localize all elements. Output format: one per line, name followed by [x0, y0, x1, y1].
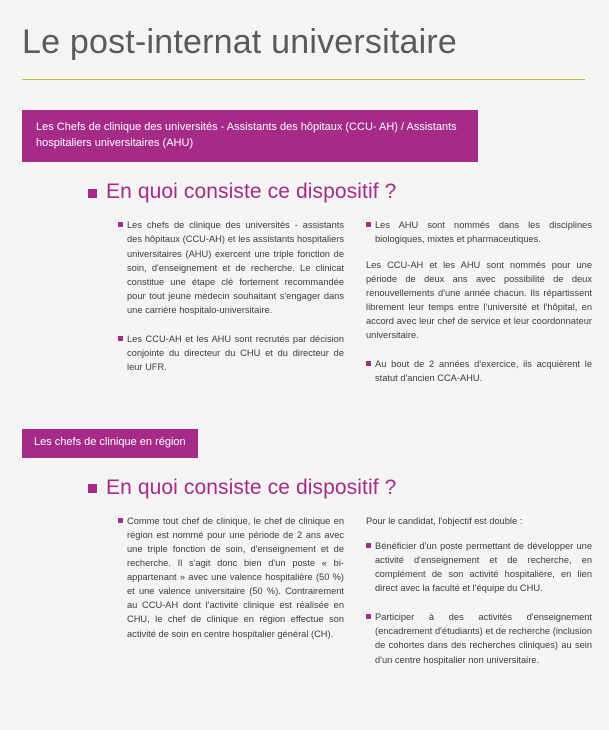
section-heading-1-label: En quoi consiste ce dispositif ? [106, 180, 397, 204]
section-2-columns [118, 514, 591, 678]
section-banner-2: Les chefs de clinique en région [22, 429, 198, 458]
section-heading-2 [88, 476, 591, 500]
section-banner-1: Les Chefs de clinique des universités - Assistants des hôpitaux (CCU- AH) / Assistants hospitaliers universitaires (AHU) [22, 110, 478, 162]
paragraph: Les AHU sont nommés dans les disciplines biologiques, mixtes et pharmaceutiques. [366, 218, 592, 246]
document-page [0, 22, 609, 730]
section-1-columns [118, 218, 591, 396]
section-1-left-column [118, 218, 344, 396]
paragraph: Les CCU-AH et les AHU sont nommés pour une période de deux ans avec possibilité de deux renouvellements d'une année chacun. Ils répartissent librement leur temps entre l'université et l'hôpital, en accord avec leur chef de service et leur coordonnateur universitaire. [366, 259, 592, 341]
paragraph: Les chefs de clinique des universités - assistants des hôpitaux (CCU-AH) et les assistants hospitaliers universitaires (AHU) exercent une triple fonction de soin, d'enseignement et de recherche. Le clinicat constitue une étape clé fortement recommandée pour tout jeune médecin souhaitant s'engager dans une carrière hospitalo-universitaire. [118, 218, 344, 317]
section-heading-2-label: En quoi consiste ce dispositif ? [106, 475, 397, 499]
paragraph: Bénéficier d'un poste permettant de développer une activité d'enseignement et de recherche, en complément de son activité hospitalière, en lien direct avec la faculté et l'équipe du CHU. [366, 539, 592, 596]
section-2-right-column [366, 514, 592, 678]
paragraph: Les CCU-AH et les AHU sont recrutés par décision conjointe du directeur du CHU et du directeur de leur UFR. [118, 332, 344, 374]
section-2 [18, 399, 591, 678]
paragraph: Au bout de 2 années d'exercice, ils acquièrent le statut d'ancien CCA-AHU. [366, 357, 592, 385]
title-divider [22, 79, 585, 80]
paragraph: Pour le candidat, l'objectif est double : [366, 515, 523, 526]
section-2-left-column [118, 514, 344, 678]
paragraph: Participer à des activités d'enseignement (encadrement d'étudiants) et de recherche (inclusion de cohortes dans des recherches cliniques) au sein d'un centre hospitalier non universitaire. [366, 610, 592, 667]
section-heading-1 [88, 180, 591, 204]
square-bullet-icon [88, 189, 97, 198]
page-title: Le post-internat universitaire [22, 23, 458, 61]
paragraph: Comme tout chef de clinique, le chef de clinique en région est nommé pour une période de 2 ans avec une triple fonction de soin, d'enseignement et de recherche. Il s'agit donc bien d'un poste « bi-appartenant » avec une valence hospitalière (50 %) et une valence universitaire (50 %). Contrairement au CCU-AH dont l'activité clinique est réalisée en CHU, le chef de clinique en région effectue son activité de soin en centre hospitalier général (CH). [118, 514, 344, 641]
section-1-right-column [366, 218, 592, 396]
square-bullet-icon [88, 484, 97, 493]
